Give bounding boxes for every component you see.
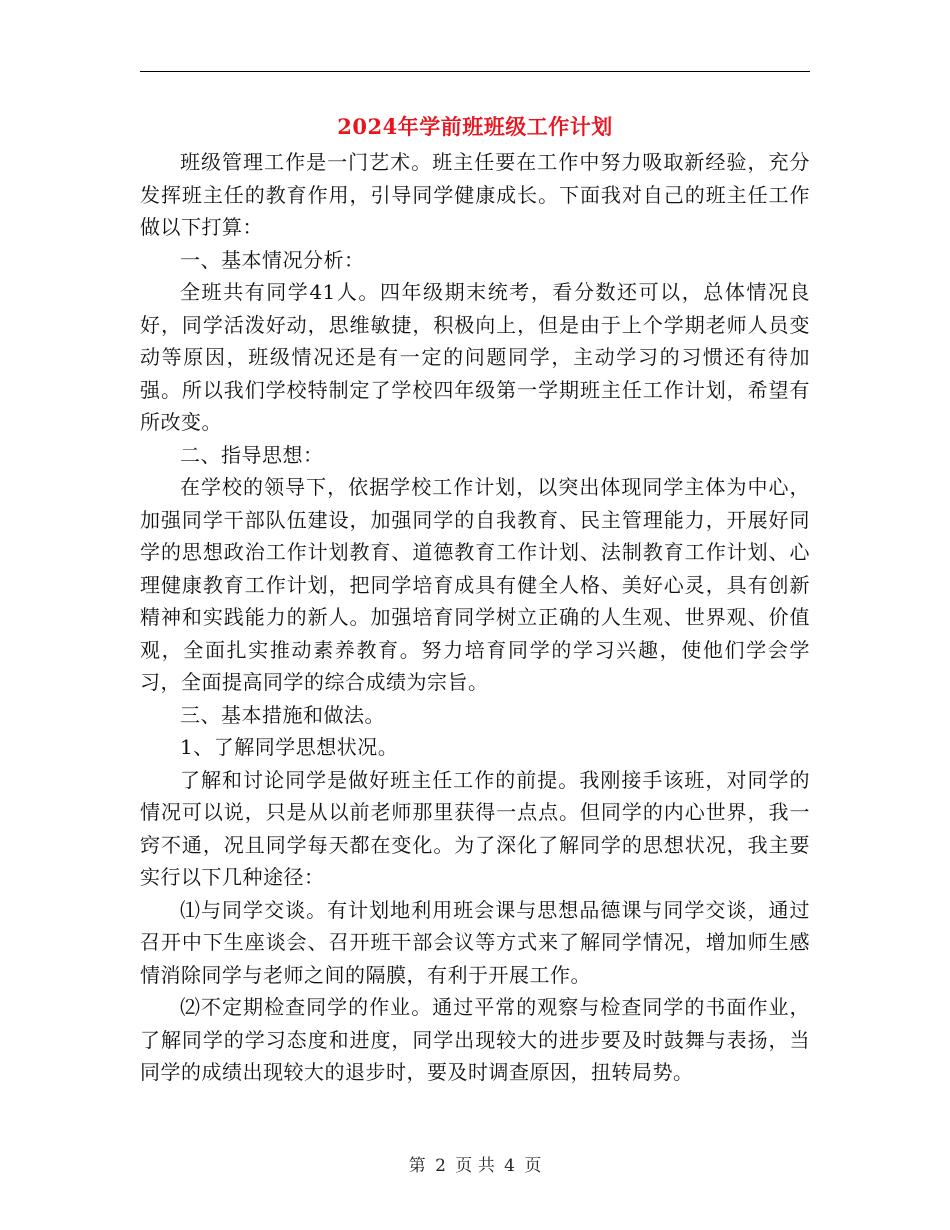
page-footer [140,1154,810,1178]
page-prefix: 第 [408,1156,426,1176]
paragraph-check-homework: ⑵不定期检查同学的作业。通过平常的观察与检查同学的书面作业，了解同学的学习态度和进度，同学出现较大的进步要及时鼓舞与表扬，当同学的成绩出现较大的退步时，要及时调查原因，扭转局势。 [140,995,810,1084]
heading-basic-situation: 一、基本情况分析： [180,247,365,272]
paragraph-basic-situation: 全班共有同学41人。四年级期末统考，看分数还可以，总体情况良好，同学活泼好动，思维敏捷，积极向上，但是由于上个学期老师人员变动等原因，班级情况还是有一定的问题同学，主动学习的习惯还有待加强。所以我们学校特制定了学校四年级第一学期班主任工作计划，希望有所改变。 [140,280,810,434]
paragraph-guiding-ideology: 在学校的领导下，依据学校工作计划，以突出体现同学主体为中心，加强同学干部队伍建设，加强同学的自我教育、民主管理能力，开展好同学的思想政治工作计划教育、道德教育工作计划、法制教育工作计划、心理健康教育工作计划，把同学培育成具有健全人格、美好心灵，具有创新精神和实践能力的新人。加强培育同学树立正确的人生观、世界观、价值观，全面扎实推动素养教育。努力培育同学的学习兴趣，使他们学会学习，全面提高同学的综合成绩为宗旨。 [140,475,810,694]
total-pages-number: 4 [504,1156,515,1176]
document-title: 2024年学前班班级工作计划 [337,114,613,139]
heading-measures: 三、基本措施和做法。 [180,702,385,727]
header-rule [140,71,810,72]
page-suffix: 页 [524,1156,542,1176]
page-mid-text: 页 共 [455,1156,495,1176]
paragraph-understand-students: 了解和讨论同学是做好班主任工作的前提。我刚接手该班，对同学的情况可以说，只是从以前老师那里获得一点点。但同学的内心世界，我一窍不通，况且同学每天都在变化。为了深化了解同学的思想状况，我主要实行以下几种途径： [140,767,810,889]
current-page-number: 2 [435,1156,446,1176]
heading-guiding-ideology: 二、指导思想： [180,442,324,467]
document-body [140,146,810,1089]
subheading-understand-students: 1、了解同学思想状况。 [180,735,399,759]
paragraph-intro: 班级管理工作是一门艺术。班主任要在工作中努力吸取新经验，充分发挥班主任的教育作用，引导同学健康成长。下面我对自己的班主任工作做以下打算： [140,150,810,239]
paragraph-talk-with-students: ⑴与同学交谈。有计划地利用班会课与思想品德课与同学交谈，通过召开中下生座谈会、召开班干部会议等方式来了解同学情况，增加师生感情消除同学与老师之间的隔膜，有利于开展工作。 [140,897,810,987]
